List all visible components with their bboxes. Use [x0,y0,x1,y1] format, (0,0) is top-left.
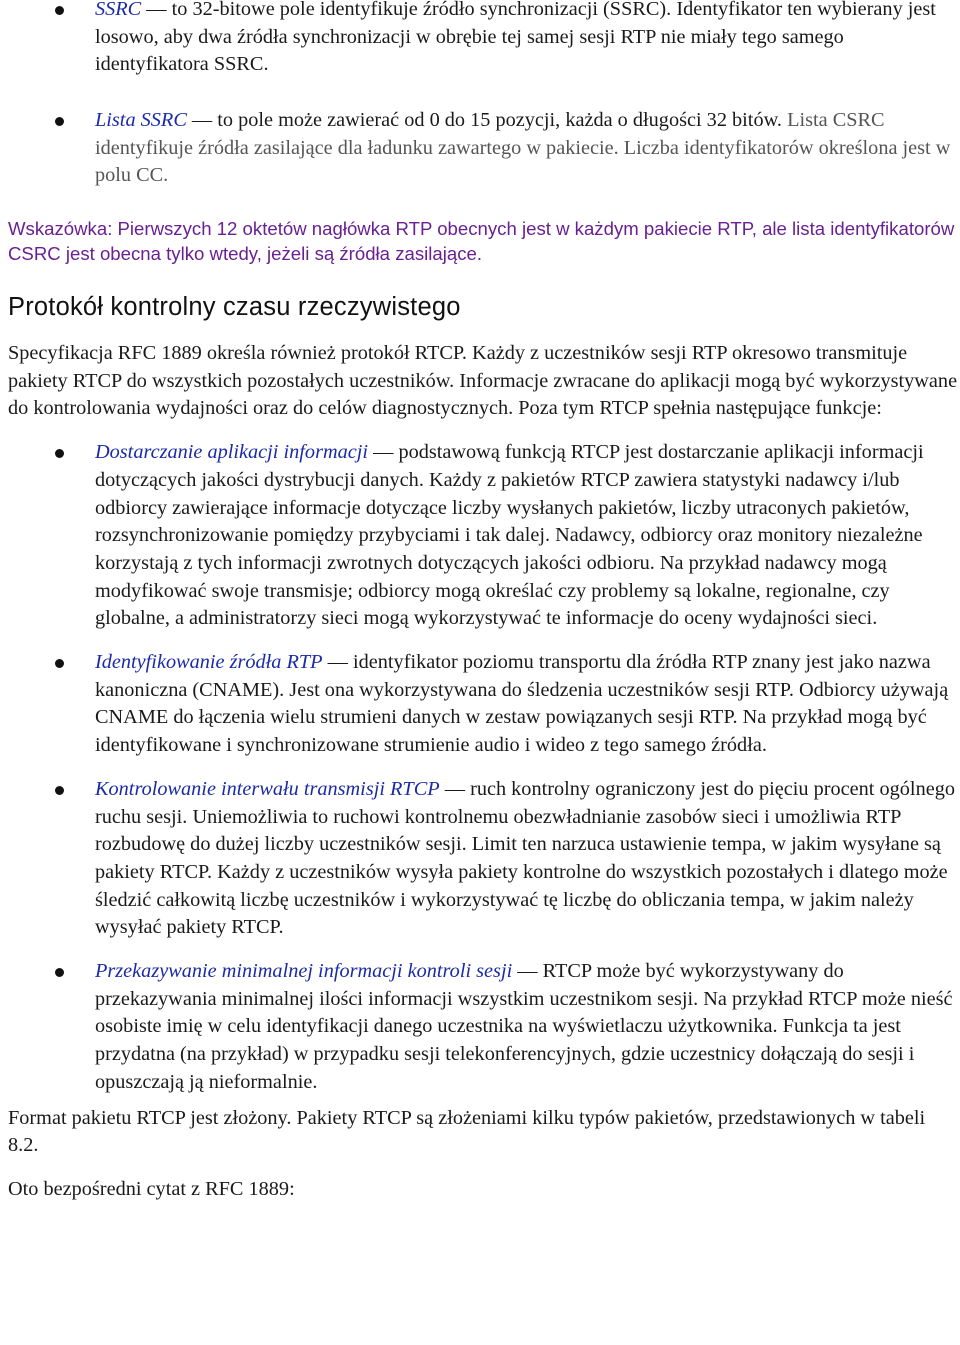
rtcp-functions-list [8,439,960,1096]
definition-text-extra: Identyfikator ten wybierany jest losowo, aby dwa źródła synchronizacji w obrębie tej samej sesji RTP nie miały tego samego identyfikatora SSRC. [95,0,936,76]
list-item-function [8,649,960,760]
function-description: ruch kontrolny ograniczony jest do pięciu procent ogólnego ruchu sesji. Uniemożliwia to ruchowi kontrolnemu obezwładnianie zasobów sieci i umożliwia RTP rozbudowę do dużej liczby uczestników sesji. Limit ten narzuca ustawienie tempa, w jakim wysyłane są pakiety RTCP. Każdy z uczestników wysyła pakiety kontrolne do wszystkich pozostałych i dlatego może śledzić całkowitą liczbę uczestników i wykorzystywać tę liczbę do obliczania tempa, w jakim należy wysyłać pakiety RTCP. [95,777,955,939]
dash: — [512,960,543,983]
list-item-function [8,958,960,1097]
term-function: Przekazywanie minimalnej informacji kontroli sesji [95,960,513,983]
term-lista-ssrc: Lista SSRC [95,109,187,131]
section-heading: Protokół kontrolny czasu rzeczywistego [8,293,461,321]
tip-note: Wskazówka: Pierwszych 12 oktetów nagłówka RTP obecnych jest w każdym pakiecie RTP, ale lista identyfikatorów CSRC jest obecna tylko wtedy, jeżeli są źródła zasilające. [8,218,955,264]
term-function: Identyfikowanie źródła RTP [95,651,323,674]
dash: — [186,109,218,131]
format-paragraph: Format pakietu RTCP jest złożony. Pakiety RTCP są złożeniami kilku typów pakietów, przedstawionych w tabeli 8.2. [8,1106,926,1157]
dash: — [322,651,353,674]
definition-text: to pole może zawierać od 0 do 15 pozycji, każda o długości 32 bitów. [217,109,782,131]
dash: — [439,777,471,800]
document-page [8,0,960,1204]
definition-text-extra: Lista CSRC identyfikuje źródła zasilające dla ładunku zawartego w pakiecie. Liczba identyfikatorów określona jest w polu CC. [95,109,951,187]
list-item-function [8,776,960,942]
list-item-lista-ssrc [8,107,960,219]
function-description: podstawową funkcją RTCP jest dostarczanie aplikacji informacji dotyczących jakości dystrybucji danych. Każdy z pakietów RTCP zawiera statystyki nadawcy i/lub odbiorcy zawierające informacje dotyczące liczby wysłanych pakietów, liczby utraconych pakietów, rozsynchronizowanie pomiędzy przybyciami i tak dalej. Nadawcy, odbiorcy oraz monitory niezależne korzystają z tych informacji zwrotnych dotyczących jakości odbioru. Na przykład nadawcy mogą modyfikować swoje transmisje; odbiorcy mogą określać czy problemy są lokalne, regionalne, czy globalne, a administratorzy sieci mogą wykorzystywać te informacje do oceny wydajności sieci. [95,441,924,630]
bullet-icon [55,6,64,15]
bullet-icon [55,449,64,458]
bullet-icon [55,968,64,977]
quote-intro: Oto bezpośredni cytat z RFC 1889: [8,1177,295,1200]
dash: — [368,441,399,464]
dash: — [141,0,172,20]
rtp-header-fields-list [8,0,960,219]
function-description: identyfikator poziomu transportu dla źródła RTP znany jest jako nazwa kanoniczna (CNAME). Jest ona wykorzystywana do śledzenia uczestników sesji RTP. Odbiorcy używają CNAME do łączenia wielu strumieni danych w zestaw powiązanych sesji RTP. Na przykład mogą być identyfikowane i synchronizowane strumienie audio i wideo z tego samego źródła. [95,651,949,757]
term-function: Kontrolowanie interwału transmisji RTCP [95,777,440,800]
intro-paragraph: Specyfikacja RFC 1889 określa również protokół RTCP. Każdy z uczestników sesji RTP okresowo transmituje pakiety RTCP do wszystkich pozostałych uczestników. Informacje zwracane do aplikacji mogą być wykorzystywane do kontrolowania wydajności oraz do celów diagnostycznych. Poza tym RTCP spełnia następujące funkcje: [8,342,958,420]
list-item-function [8,439,960,633]
definition-text: to 32-bitowe pole identyfikuje źródło synchronizacji (SSRC). [171,0,672,20]
term-ssrc: SSRC [95,0,142,20]
term-function: Dostarczanie aplikacji informacji [95,441,369,464]
bullet-icon [55,786,64,795]
function-description: RTCP może być wykorzystywany do przekazywania minimalnej ilości informacji wszystkim uczestnikom sesji. Na przykład RTCP może nieść osobiste imię w celu identyfikacji danego uczestnika na wyświetlaczu użytkownika. Funkcja ta jest przydatna (na przykład) w przypadku sesji telekonferencyjnych, gdzie uczestnicy dołączają do sesji i opuszczają ją nieformalnie. [95,960,953,1093]
bullet-icon [55,659,64,668]
bullet-icon [55,117,64,126]
list-item-ssrc [8,0,960,107]
